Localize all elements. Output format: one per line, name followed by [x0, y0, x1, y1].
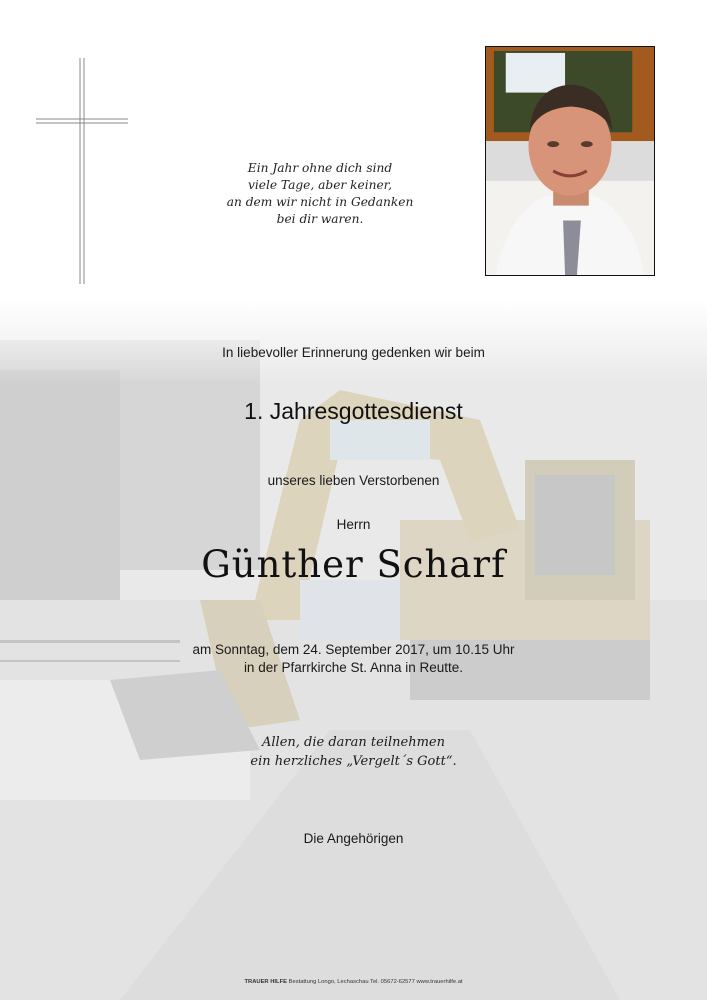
poem-line: bei dir waren.: [276, 212, 364, 226]
deceased-name: Günther Scharf: [201, 543, 506, 586]
footer-brand: TRAUER HILFE: [244, 979, 287, 985]
family-signature: Die Angehörigen: [303, 831, 404, 846]
poem-line: viele Tage, aber keiner,: [247, 178, 393, 192]
beloved-text: unseres lieben Verstorbenen: [267, 473, 440, 488]
thanks-line: Allen, die daran teilnehmen: [262, 735, 445, 750]
thanks-line: ein herzliches „Vergelt´s Gott“.: [250, 754, 457, 769]
service-date: am Sonntag, dem 24. September 2017, um 10.15 Uhr: [192, 642, 515, 657]
footer-credit: [0, 979, 707, 985]
service-title: 1. Jahresgottesdienst: [244, 398, 463, 424]
footer-details: Bestattung Longo, Lechaschau Tel. 05672-62577 www.trauerhilfe.at: [288, 979, 463, 985]
cross-icon: [36, 58, 128, 284]
intro-text: In liebevoller Erinnerung gedenken wir beim: [222, 345, 485, 360]
memorial-poem: [215, 160, 425, 228]
poem-line: an dem wir nicht in Gedanken: [226, 195, 414, 209]
portrait-photo: [485, 46, 655, 276]
poem-line: Ein Jahr ohne dich sind: [247, 161, 393, 175]
salutation: Herrn: [336, 517, 371, 532]
service-place: in der Pfarrkirche St. Anna in Reutte.: [243, 660, 464, 675]
